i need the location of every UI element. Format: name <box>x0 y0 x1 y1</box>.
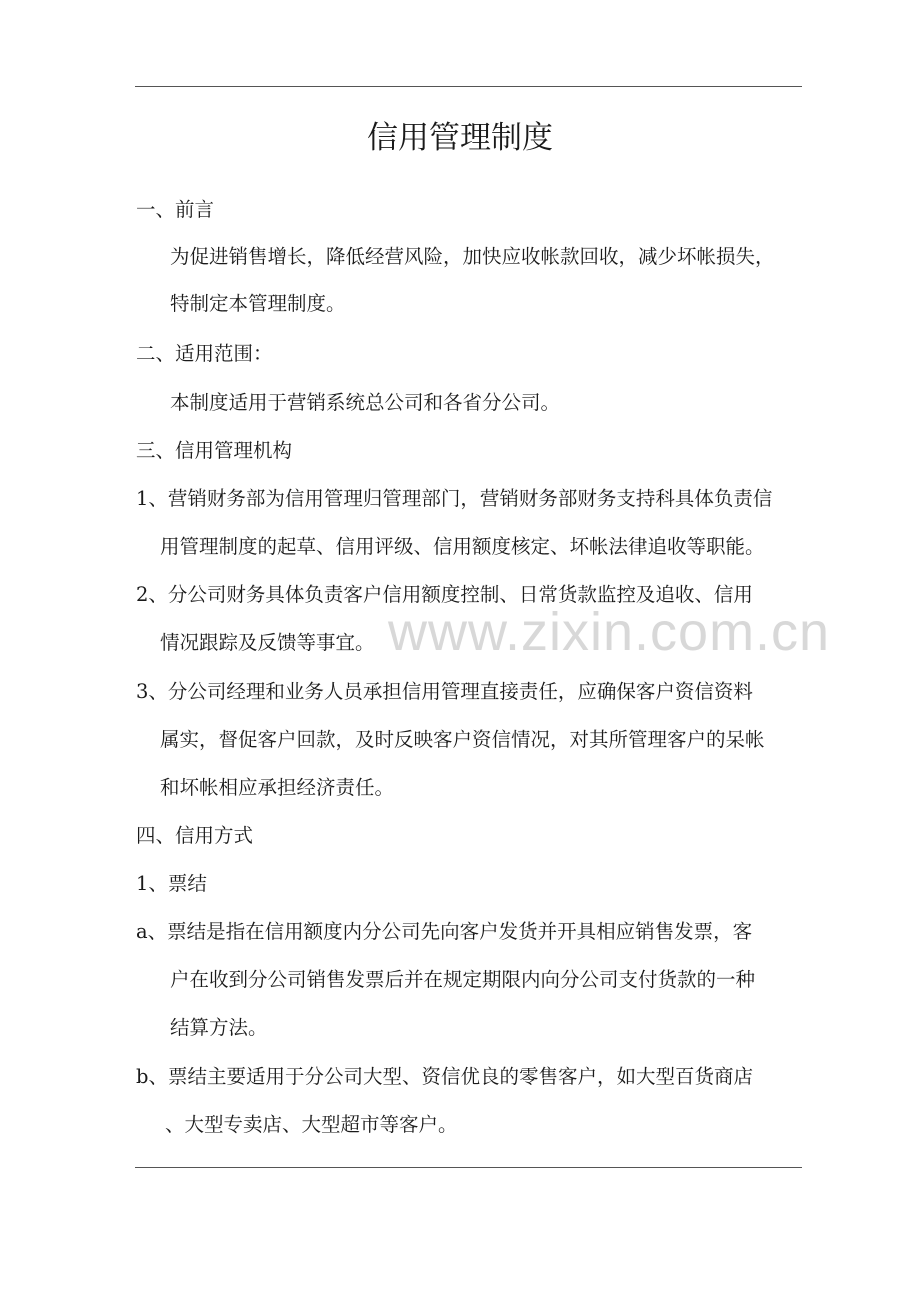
list-item-line: 2、分公司财务具体负责客户信用额度控制、日常货款监控及追收、信用 <box>136 583 753 606</box>
body-line: 本制度适用于营销系统总公司和各省分公司。 <box>170 391 561 414</box>
list-item-line: a、票结是指在信用额度内分公司先向客户发货并开具相应销售发票，客 <box>136 920 753 943</box>
list-item-line: 3、分公司经理和业务人员承担信用管理直接责任，应确保客户资信资料 <box>136 680 753 703</box>
footer-rule <box>135 1167 802 1168</box>
body-line: 为促进销售增长，降低经营风险，加快应收帐款回收，减少坏帐损失， <box>170 245 775 268</box>
subsection-heading: 1、票结 <box>136 872 207 895</box>
list-item-continuation: 、大型专卖店、大型超市等客户。 <box>165 1113 458 1136</box>
section-heading-scope: 二、适用范围： <box>136 342 273 365</box>
list-item-line: 1、营销财务部为信用管理归管理部门，营销财务部财务支持科具体负责信 <box>136 487 773 510</box>
list-item-continuation: 和坏帐相应承担经济责任。 <box>160 776 395 799</box>
list-item-continuation: 用管理制度的起草、信用评级、信用额度核定、坏帐法律追收等职能。 <box>160 535 765 558</box>
list-item-line: b、票结主要适用于分公司大型、资信优良的零售客户，如大型百货商店 <box>136 1065 753 1088</box>
section-heading-credit-methods: 四、信用方式 <box>136 824 254 847</box>
list-item-continuation: 户在收到分公司销售发票后并在规定期限内向分公司支付货款的一种 <box>170 968 756 991</box>
watermark: www.zixin.com.cn <box>388 602 831 662</box>
section-heading-organization: 三、信用管理机构 <box>136 439 293 462</box>
body-line: 特制定本管理制度。 <box>170 292 346 315</box>
section-heading-preface: 一、前言 <box>136 198 215 221</box>
list-item-continuation: 结算方法。 <box>170 1016 268 1039</box>
list-item-continuation: 属实，督促客户回款，及时反映客户资信情况，对其所管理客户的呆帐 <box>160 728 765 751</box>
header-rule <box>135 86 802 87</box>
list-item-continuation: 情况跟踪及反馈等事宜。 <box>160 631 375 654</box>
document-title: 信用管理制度 <box>367 120 553 156</box>
